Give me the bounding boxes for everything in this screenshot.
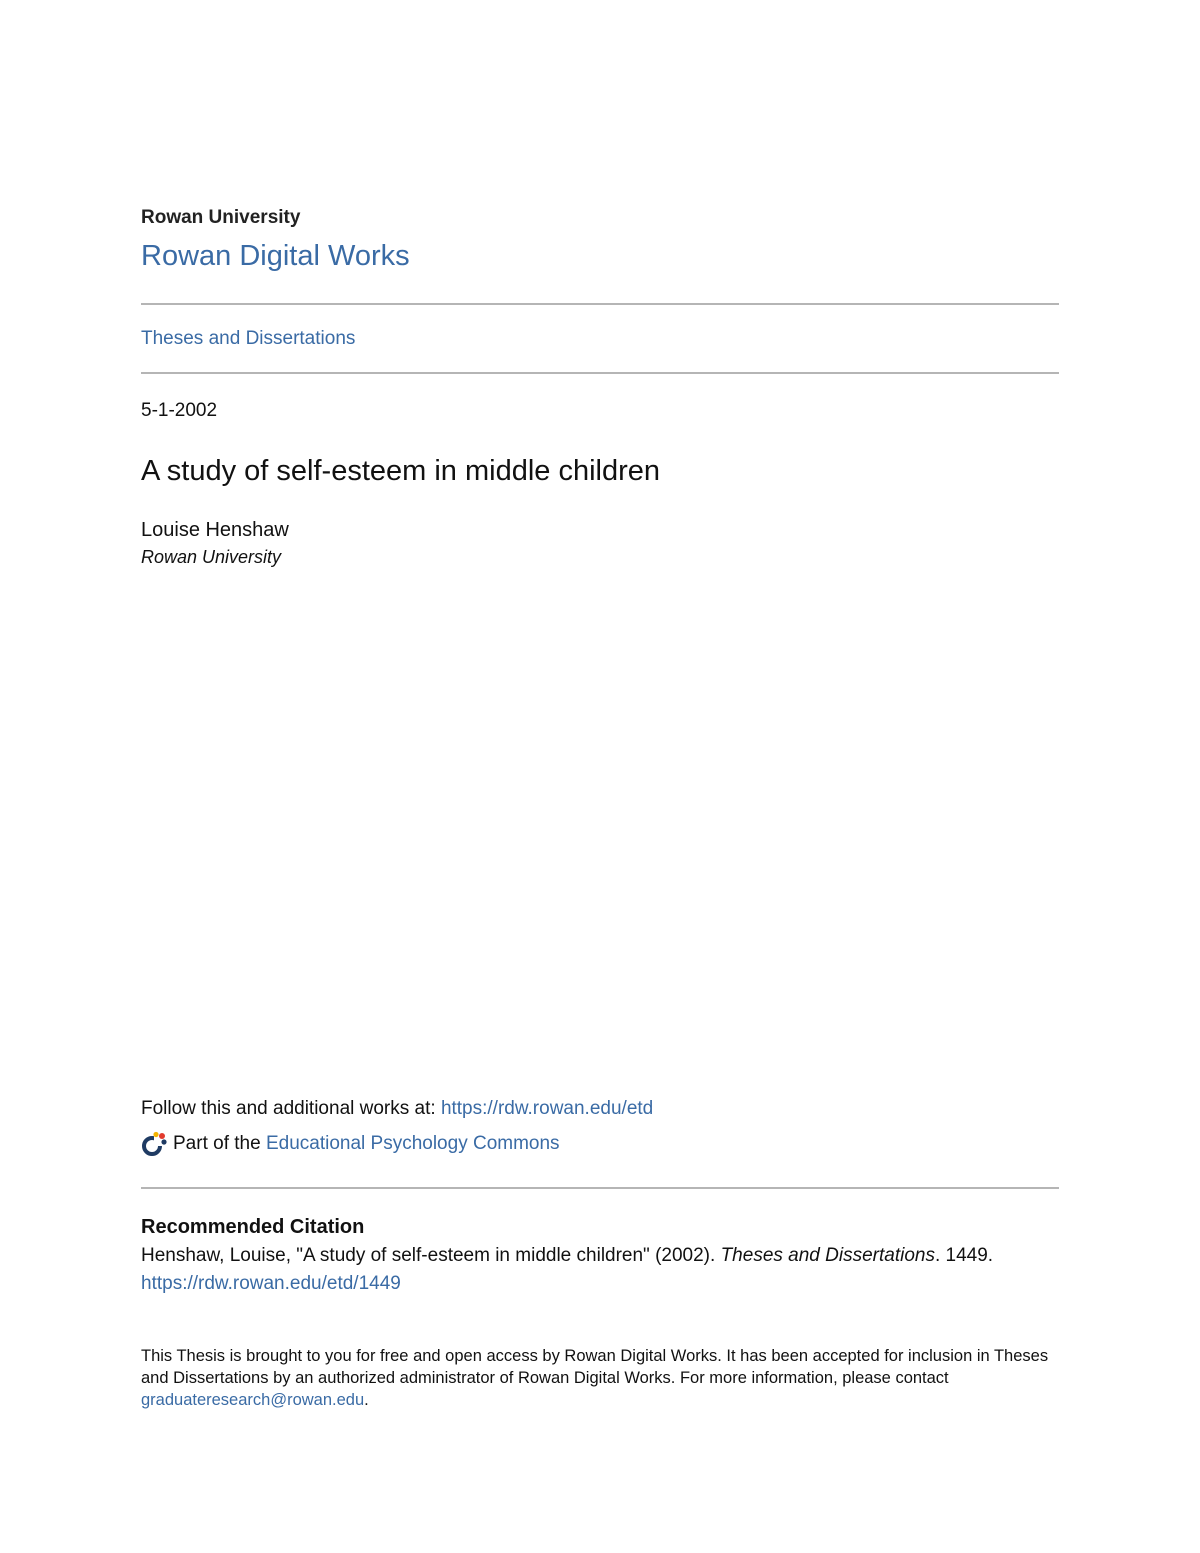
divider-top xyxy=(141,303,1059,305)
part-of-line xyxy=(141,1131,560,1157)
citation-url-link[interactable]: https://rdw.rowan.edu/etd/1449 xyxy=(141,1273,401,1294)
citation-heading: Recommended Citation xyxy=(141,1216,365,1238)
contact-email-link[interactable]: graduateresearch@rowan.edu xyxy=(141,1391,365,1409)
divider-bottom xyxy=(141,1187,1059,1189)
access-note-end: . xyxy=(364,1391,369,1409)
access-note-text: This Thesis is brought to you for free and open access by Rowan Digital Works. It has been accepted for inclusion in Theses and Dissertations by an authorized administrator of Rowan Digital Works. For more information, please contact xyxy=(141,1347,1049,1387)
institution-name: Rowan University xyxy=(141,207,301,228)
divider-middle xyxy=(141,372,1059,374)
author-name: Louise Henshaw xyxy=(141,519,289,541)
commons-link[interactable]: Educational Psychology Commons xyxy=(265,1133,560,1154)
citation-text xyxy=(141,1245,993,1267)
publication-date: 5-1-2002 xyxy=(141,400,218,421)
citation-series: Theses and Dissertations xyxy=(720,1245,935,1266)
follow-label: Follow this and additional works at: xyxy=(141,1098,441,1119)
access-note xyxy=(141,1345,1051,1411)
repository-link[interactable]: Rowan Digital Works xyxy=(141,240,410,272)
follow-line xyxy=(141,1098,653,1120)
citation-main: Henshaw, Louise, "A study of self-esteem in middle children" (2002). xyxy=(141,1245,721,1266)
citation-number: . 1449. xyxy=(934,1245,994,1266)
author-affiliation: Rowan University xyxy=(141,547,282,567)
collection-url-link[interactable]: https://rdw.rowan.edu/etd xyxy=(440,1098,654,1119)
network-commons-icon xyxy=(141,1131,167,1157)
collection-link[interactable]: Theses and Dissertations xyxy=(141,328,356,349)
document-title: A study of self-esteem in middle children xyxy=(141,455,661,487)
part-of-label: Part of the xyxy=(173,1133,266,1154)
